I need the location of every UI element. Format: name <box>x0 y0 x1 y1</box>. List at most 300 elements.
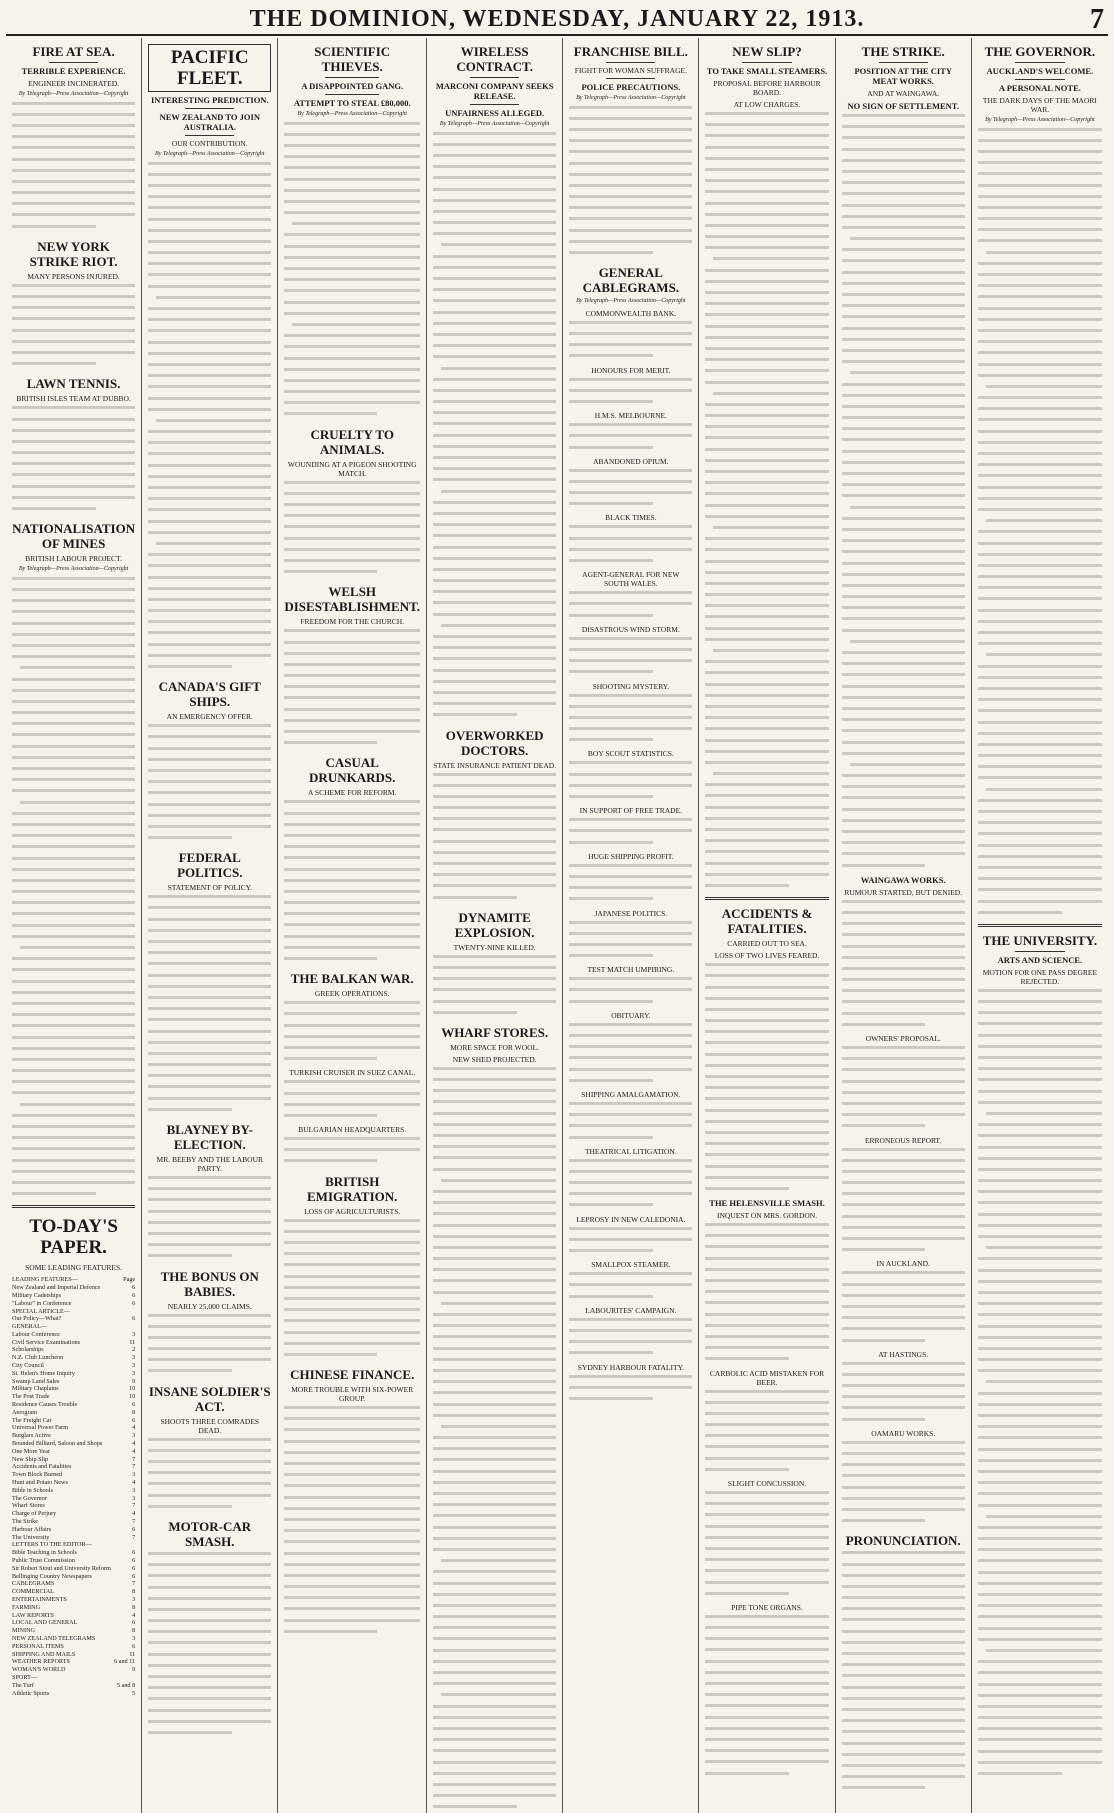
contents-title: Bellinging Country Newspapers <box>12 1572 92 1580</box>
contents-title: PERSONAL ITEMS <box>12 1642 64 1650</box>
contents-title: The Turf <box>12 1681 34 1689</box>
subhead: ENGINEER INCINERATED. <box>28 79 119 88</box>
subhead: CARBOLIC ACID MISTAKEN FOR BEER. <box>709 1368 825 1387</box>
column-1 <box>6 38 142 1813</box>
article-body <box>569 637 692 679</box>
article-body <box>284 1137 420 1168</box>
article-body <box>569 1272 692 1303</box>
headline-nationalisation-of-mines: NATIONALISATION OF MINES <box>12 521 136 552</box>
contents-page: 3 <box>132 1595 136 1603</box>
contents-page: 7 <box>132 1533 136 1541</box>
contents-row <box>12 1331 135 1339</box>
subhead: LOSS OF AGRICULTURISTS. <box>304 1206 401 1216</box>
contents-page: 6 <box>132 1291 136 1299</box>
contents-page: 8 <box>132 1408 136 1416</box>
article-body <box>569 864 692 906</box>
contents-title: MINING <box>12 1627 36 1635</box>
article-body <box>569 1102 692 1144</box>
article-body <box>12 406 135 515</box>
column-7 <box>836 38 972 1813</box>
contents-title: The Strike <box>12 1518 38 1526</box>
contents-page: 8 <box>132 1588 136 1596</box>
headline-bonus-on-babies: THE BONUS ON BABIES. <box>160 1268 259 1299</box>
contents-row <box>12 1339 135 1347</box>
contents-row <box>12 1448 135 1456</box>
article-body <box>842 1148 965 1257</box>
contents-row <box>12 1534 135 1542</box>
credit-line: By Telegraph—Press Association—Copyright <box>155 151 265 157</box>
contents-title: FARMING <box>12 1603 41 1611</box>
subhead: ATTEMPT TO STEAL £80,000. <box>293 98 411 108</box>
contents-page: 6 <box>132 1549 136 1557</box>
contents-title: Residence Causes Trouble <box>12 1401 78 1409</box>
headline-wharf-stores: WHARF STORES. <box>441 1024 549 1040</box>
subhead: SOME LEADING FEATURES. <box>25 1263 123 1273</box>
contents-title: Our Policy—What? <box>12 1315 62 1323</box>
contents-page: 3 <box>132 1369 136 1377</box>
contents-row <box>12 1385 135 1393</box>
contents-row <box>12 1518 135 1526</box>
headline-the-governor: THE GOVERNOR. <box>984 44 1096 59</box>
subhead: THE HELENSVILLE SMASH. <box>709 1198 825 1209</box>
contents-row <box>12 1440 135 1448</box>
credit-line: By Telegraph—Press Association—Copyright <box>439 121 550 127</box>
contents-title: Wharf Stores <box>12 1502 45 1510</box>
contents-row <box>12 1658 135 1666</box>
contents-page: 3 <box>132 1362 136 1370</box>
contents-page: 6 <box>132 1525 136 1533</box>
contents-title: LETTERS TO THE EDITOR— <box>12 1541 92 1549</box>
article-body <box>148 1438 271 1513</box>
contents-row <box>12 1456 135 1464</box>
contents-row <box>12 1627 135 1635</box>
article-body <box>284 1001 420 1065</box>
article-body <box>569 761 692 803</box>
contents-row <box>12 1463 135 1471</box>
contents-row <box>12 1549 135 1557</box>
subhead: A SCHEME FOR REFORM. <box>308 788 397 798</box>
contents-page: 6 <box>132 1619 136 1627</box>
cablegram-subhead: OBITUARY. <box>611 1010 651 1020</box>
cablegram-subhead: SHIPPING AMALGAMATION. <box>581 1089 681 1099</box>
contents-row <box>12 1401 135 1409</box>
cablegram-subhead: IN SUPPORT OF FREE TRADE. <box>579 806 683 816</box>
subhead: TWENTY-NINE KILLED. <box>453 942 536 952</box>
contents-row <box>12 1362 135 1370</box>
headline-welsh-disestablishment: WELSH DISESTABLISHMENT. <box>284 584 421 615</box>
subhead: SLIGHT CONCUSSION. <box>727 1479 807 1488</box>
article-body <box>284 122 420 421</box>
contents-page: 11 <box>129 1338 136 1346</box>
contents-page: 4 <box>132 1510 136 1518</box>
subhead: OWNERS' PROPOSAL. <box>865 1034 941 1043</box>
contents-title: Bounded Billiard, Saloon and Shops <box>12 1440 103 1448</box>
contents-page: 6 <box>132 1572 136 1580</box>
contents-title: WOMAN'S WORLD <box>12 1666 66 1674</box>
article-body <box>569 921 692 963</box>
headline-cruelty-to-animals: CRUELTY TO ANIMALS. <box>310 426 394 457</box>
article-body <box>284 629 420 749</box>
contents-page: 6 <box>132 1315 136 1323</box>
contents-page: 6 <box>132 1642 136 1650</box>
contents-page: 6 <box>132 1401 136 1409</box>
contents-row <box>12 1479 135 1487</box>
contents-page: 4 <box>132 1611 136 1619</box>
article-body <box>705 1390 828 1477</box>
cablegram-subhead: SMALLPOX STEAMER. <box>591 1260 671 1270</box>
headline-lawn-tennis: LAWN TENNIS. <box>26 376 121 392</box>
subhead: AND AT WAINGAWA. <box>867 89 940 98</box>
headline-overworked-doctors: OVERWORKED DOCTORS. <box>445 727 544 758</box>
article-body <box>705 963 828 1195</box>
contents-page: 4 <box>132 1440 136 1448</box>
contents-title: City Council <box>12 1362 44 1370</box>
contents-page: 11 <box>129 1650 136 1658</box>
cablegram-subhead: ABANDONED OPIUM. <box>593 456 669 466</box>
contents-row <box>12 1612 135 1620</box>
contents-title: The Freight Car <box>12 1416 52 1424</box>
contents-row <box>12 1619 135 1627</box>
article-body <box>148 1176 271 1263</box>
article-body <box>12 284 135 371</box>
headline-fire-at-sea: FIRE AT SEA. <box>32 44 115 59</box>
article-body <box>569 321 692 363</box>
article-body <box>978 989 1102 1780</box>
contents-title: "Labour" in Conference <box>12 1299 72 1307</box>
contents-title: CABLEGRAMS <box>12 1580 55 1588</box>
contents-title: Scholarships <box>12 1346 44 1354</box>
cablegram-subhead: LEPROSY IN NEW CALEDONIA. <box>576 1214 686 1224</box>
contents-page: Page <box>123 1276 136 1284</box>
cablegram-subhead: HONOURS FOR MERIT. <box>591 365 671 375</box>
subhead: A DISAPPOINTED GANG. <box>301 81 404 91</box>
subhead: AUCKLAND'S WELCOME. <box>986 66 1094 76</box>
contents-title: Charge of Perjury <box>12 1510 57 1518</box>
contents-row <box>12 1487 135 1495</box>
contents-row <box>12 1378 135 1386</box>
column-8 <box>972 38 1108 1813</box>
article-body <box>569 1159 692 1212</box>
subhead: ERRONEOUS REPORT. <box>864 1135 942 1145</box>
cablegram-subhead: BOY SCOUT STATISTICS. <box>587 749 674 759</box>
contents-page: 3 <box>132 1354 136 1362</box>
contents-title: Military Cadetships <box>12 1291 61 1299</box>
contents-title: Universal Power Farm <box>12 1424 69 1432</box>
article-body <box>148 162 271 674</box>
contents-row <box>12 1471 135 1479</box>
subhead: STATEMENT OF POLICY. <box>167 883 252 893</box>
contents-page: 3 <box>132 1471 136 1479</box>
cablegram-subhead: SYDNEY HARBOUR FATALITY. <box>577 1362 684 1372</box>
contents-title: Bible Teaching in Schools <box>12 1549 77 1557</box>
headline-balkan-war: THE BALKAN WAR. <box>290 971 414 987</box>
contents-title: LOCAL AND GENERAL <box>12 1619 78 1627</box>
article-body <box>569 469 692 511</box>
contents-title: Aerogram <box>12 1408 38 1416</box>
headline-accidents-fatalities: ACCIDENTS & FATALITIES. <box>721 906 813 937</box>
subhead: MORE TROUBLE WITH SIX-POWER GROUP. <box>291 1385 414 1404</box>
contents-row <box>12 1690 135 1698</box>
subhead: UNFAIRNESS ALLEGED. <box>445 108 545 118</box>
contents-page: 5 and 8 <box>116 1681 136 1689</box>
headline-pacific-fleet: PACIFIC FLEET. <box>148 44 271 92</box>
article-body <box>284 1219 420 1361</box>
subhead: OAMARU WORKS. <box>871 1428 936 1438</box>
cablegram-subhead: SHOOTING MYSTERY. <box>592 681 670 691</box>
cablegram-subhead: LABOURITES' CAMPAIGN. <box>585 1305 677 1315</box>
headline-blayney-by-election: BLAYNEY BY-ELECTION. <box>166 1122 253 1153</box>
subhead: A PERSONAL NOTE. <box>998 83 1081 93</box>
subhead: ARTS AND SCIENCE. <box>997 954 1083 965</box>
contents-page: 6 <box>132 1284 136 1292</box>
page-number: 7 <box>1090 4 1104 35</box>
contents-row <box>12 1651 135 1659</box>
contents-title: The Post Trade <box>12 1393 50 1401</box>
contents-title: The Governor <box>12 1494 47 1502</box>
article-body <box>978 128 1102 919</box>
article-body <box>569 1227 692 1258</box>
article-body <box>12 102 135 233</box>
cablegram-list <box>569 309 692 1405</box>
subhead: PROPOSAL BEFORE HARBOUR BOARD. <box>713 79 821 97</box>
subhead: MOTION FOR ONE PASS DEGREE REJECTED. <box>982 967 1098 986</box>
subhead: INTERESTING PREDICTION. <box>150 95 269 105</box>
headline-the-strike: THE STRIKE. <box>861 44 945 59</box>
headline-new-york-strike-riot: NEW YORK STRIKE RIOT. <box>29 238 118 269</box>
contents-title: LEADING FEATURES— <box>12 1276 78 1284</box>
cablegram-subhead: JAPANESE POLITICS. <box>594 908 668 918</box>
contents-page: 4 <box>132 1424 136 1432</box>
contents-title: St. Helen's Home Inquiry <box>12 1369 75 1377</box>
contents-page: 8 <box>132 1603 136 1611</box>
contents-page: 7 <box>132 1463 136 1471</box>
cablegram-subhead: DISASTROUS WIND STORM. <box>581 624 680 634</box>
subhead: TERRIBLE EXPERIENCE. <box>21 66 126 76</box>
headline-franchise-bill: FRANCHISE BILL. <box>573 44 688 59</box>
contents-row <box>12 1674 135 1682</box>
article-body <box>284 1406 420 1638</box>
contents-title: Swamp Land Sales <box>12 1377 60 1385</box>
headline-new-slip: NEW SLIP? <box>732 44 802 59</box>
article-body <box>569 1375 692 1406</box>
subhead: BULGARIAN HEADQUARTERS. <box>298 1125 407 1135</box>
contents-row <box>12 1495 135 1503</box>
contents-page: 5 <box>132 1689 136 1697</box>
subhead: NEARLY 25,000 CLAIMS. <box>167 1301 252 1311</box>
subhead: GREEK OPERATIONS. <box>314 989 390 999</box>
subhead: LOSS OF TWO LIVES FEARED. <box>714 951 820 961</box>
contents-page: 9 <box>132 1377 136 1385</box>
contents-title: COMMERCIAL <box>12 1588 54 1596</box>
subhead: FREEDOM FOR THE CHURCH. <box>300 617 405 627</box>
column-3 <box>278 38 427 1813</box>
column-6 <box>699 38 835 1813</box>
contents-title: New Ship Slip <box>12 1455 49 1463</box>
contents-row <box>12 1417 135 1425</box>
newspaper-title: THE DOMINION, WEDNESDAY, JANUARY 22, 1913. <box>249 6 865 32</box>
contents-title: Labour Conference <box>12 1330 60 1338</box>
contents-title: SPECIAL ARTICLE— <box>12 1307 71 1315</box>
column-2 <box>142 38 278 1813</box>
contents-row <box>12 1580 135 1588</box>
article-body <box>569 378 692 409</box>
credit-line: By Telegraph—Press Association—Copyright <box>985 117 1095 123</box>
contents-page: 4 <box>132 1479 136 1487</box>
article-body <box>705 112 828 892</box>
headline-chinese-finance: CHINESE FINANCE. <box>290 1367 415 1383</box>
contents-title: Accidents and Fatalities <box>12 1463 72 1471</box>
contents-row <box>12 1300 135 1308</box>
contents-page: 3 <box>132 1634 136 1642</box>
contents-page: 6 <box>132 1557 136 1564</box>
contents-row <box>12 1370 135 1378</box>
columns <box>6 38 1108 1697</box>
subhead: RUMOUR STARTED, BUT DENIED. <box>844 887 963 897</box>
article-body <box>284 800 420 965</box>
contents-title: One More Year <box>12 1447 50 1455</box>
cablegram-subhead: BLACK TIMES. <box>605 513 657 523</box>
article-body <box>148 1314 271 1378</box>
subhead: IN AUCKLAND. <box>876 1259 930 1269</box>
contents-page: 9 <box>132 1666 136 1674</box>
headline-insane-soldiers-act: INSANE SOLDIER'S ACT. <box>148 1383 271 1414</box>
subhead: WOUNDING AT A PIGEON SHOOTING MATCH. <box>287 459 417 478</box>
contents-row <box>12 1604 135 1612</box>
contents-title: GENERAL— <box>12 1323 48 1331</box>
headline-motor-car-smash: MOTOR-CAR SMASH. <box>168 1518 252 1549</box>
contents-row <box>12 1588 135 1596</box>
article-body <box>569 818 692 849</box>
contents-page: 3 <box>132 1432 136 1440</box>
contents-title: Town Block Burned <box>12 1471 63 1479</box>
article-body <box>148 724 271 844</box>
contents-title: N.Z. Club Luncheon <box>12 1354 64 1362</box>
contents-page: 6 <box>132 1564 136 1572</box>
subhead: NEW ZEALAND TO JOIN AUSTRALIA. <box>159 112 260 132</box>
article-body <box>12 577 135 1201</box>
contents-title: The University <box>12 1533 50 1541</box>
contents-row <box>12 1557 135 1565</box>
contents-row <box>12 1424 135 1432</box>
article-body <box>842 1046 965 1133</box>
headline-federal-politics: FEDERAL POLITICS. <box>177 850 243 881</box>
cablegram-subhead: AGENT-GENERAL FOR NEW SOUTH WALES. <box>582 570 680 589</box>
subhead: POSITION AT THE CITY MEAT WORKS. <box>854 66 952 86</box>
contents-title: Burglars Active <box>12 1432 51 1440</box>
article-body <box>433 955 556 1019</box>
subhead: STATE INSURANCE PATIENT DEAD. <box>433 760 557 770</box>
credit-line: By Telegraph—Press Association—Copyright <box>18 566 129 573</box>
article-body <box>705 1491 828 1600</box>
subhead: BRITISH ISLES TEAM AT DUBBO. <box>16 394 131 404</box>
contents-row <box>12 1346 135 1354</box>
contents-page: 7 <box>132 1455 136 1463</box>
contents-page: 6 <box>132 1416 136 1424</box>
subhead: THE DARK DAYS OF THE MAORI WAR. <box>982 96 1097 114</box>
contents-page: 7 <box>132 1580 136 1588</box>
contents-page: 7 <box>132 1502 136 1510</box>
article-body <box>284 481 420 579</box>
contents-row <box>12 1573 135 1581</box>
headline-the-university: THE UNIVERSITY. <box>982 932 1098 948</box>
article-body <box>569 106 692 260</box>
column-4 <box>427 38 563 1813</box>
subhead: INQUEST ON MRS. GORDON. <box>716 1211 818 1221</box>
contents-row <box>12 1393 135 1401</box>
contents-title: New Zealand and Imperial Defence <box>12 1284 101 1292</box>
subhead: FIGHT FOR WOMAN SUFFRAGE. <box>574 66 687 75</box>
contents-title: WEATHER REPORTS <box>12 1658 70 1666</box>
contents-page: 3 <box>132 1330 136 1338</box>
contents-title: Civil Service Examinations <box>12 1338 81 1346</box>
contents-row <box>12 1308 135 1316</box>
subhead: PIPE TONE ORGANS. <box>731 1602 803 1612</box>
contents-page: 10 <box>128 1393 136 1401</box>
contents-row <box>12 1565 135 1573</box>
subhead: AN EMERGENCY OFFER. <box>166 712 253 722</box>
contents-title: Hunt and Potato News <box>12 1479 68 1487</box>
article-body <box>569 1318 692 1360</box>
contents-title: Athletic Sports <box>12 1689 50 1697</box>
subhead: MR. BEEBY AND THE LABOUR PARTY. <box>156 1155 263 1174</box>
article-body <box>433 132 556 722</box>
contents-row <box>12 1284 135 1292</box>
contents-page: 8 <box>132 1627 136 1635</box>
headline-todays-paper: TO-DAY'S PAPER. <box>29 1216 118 1259</box>
article-body <box>842 1271 965 1346</box>
article-body <box>148 1552 271 1739</box>
subhead: SHOOTS THREE COMRADES DEAD. <box>160 1416 260 1435</box>
contents-title: NEW ZEALAND TELEGRAMS <box>12 1634 96 1642</box>
contents-row <box>12 1354 135 1362</box>
article-body <box>284 1080 420 1122</box>
article-body <box>148 895 271 1116</box>
contents-row <box>12 1315 135 1323</box>
contents-title: Public Trust Commission <box>12 1557 75 1564</box>
article-body <box>569 525 692 567</box>
subhead: AT LOW CHARGES. <box>733 100 801 109</box>
contents-title: SHIPPING AND MAILS <box>12 1650 76 1658</box>
article-body <box>842 900 965 1031</box>
article-body <box>569 591 692 622</box>
headline-general-cablegrams: GENERAL CABLEGRAMS. <box>582 265 680 296</box>
headline-scientific-thieves: SCIENTIFIC THIEVES. <box>314 44 391 74</box>
cablegram-subhead: THEATRICAL LITIGATION. <box>584 1146 677 1156</box>
contents-page: 4 <box>132 1447 136 1455</box>
contents-title: ENTERTAINMENTS <box>12 1595 67 1603</box>
contents-title: Harbour Affairs <box>12 1525 52 1533</box>
credit-line: By Telegraph—Press Association—Copyright <box>297 111 407 117</box>
headline-canadas-gift-ships: CANADA'S GIFT SHIPS. <box>158 679 261 710</box>
contents-title: Military Chaplains <box>12 1385 59 1393</box>
contents-page: 6 <box>132 1299 136 1307</box>
subhead: BRITISH LABOUR PROJECT. <box>25 554 122 564</box>
article-body <box>433 773 556 904</box>
contents-page: 7 <box>132 1518 136 1526</box>
headline-dynamite-explosion: DYNAMITE EXPLOSION. <box>454 909 535 940</box>
contents-row <box>12 1432 135 1440</box>
article-body <box>705 1615 828 1780</box>
contents-row <box>12 1292 135 1300</box>
cablegram-subhead: H.M.S. MELBOURNE. <box>594 411 667 421</box>
subhead: MANY PERSONS INJURED. <box>27 271 120 281</box>
contents-row <box>12 1596 135 1604</box>
subhead: NEW SHED PROJECTED. <box>452 1054 537 1064</box>
article-body <box>569 977 692 1008</box>
contents-list <box>12 1276 135 1697</box>
subhead: TURKISH CRUISER IN SUEZ CANAL. <box>289 1068 416 1078</box>
article-body <box>842 1551 965 1794</box>
